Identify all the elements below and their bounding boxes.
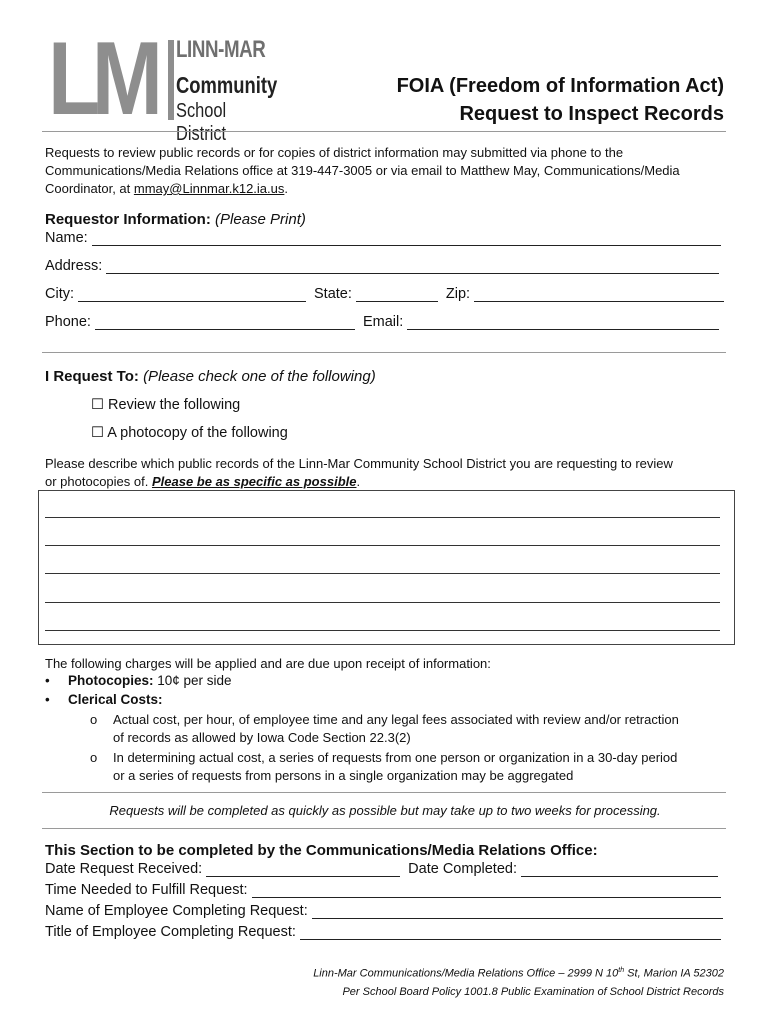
bullet: • — [45, 673, 50, 688]
subbullet: o — [90, 750, 98, 765]
describe-text: or photocopies of. — [45, 474, 152, 489]
logo-divider — [168, 40, 174, 120]
requestor-heading-text: Requestor Information: — [45, 211, 211, 228]
photocopies-item — [45, 673, 232, 688]
intro-text-end: . — [284, 181, 288, 196]
phone-field[interactable] — [95, 315, 355, 330]
address-field[interactable] — [106, 259, 719, 274]
clerical-label: Clerical Costs: — [68, 692, 163, 707]
describe-line-2 — [45, 473, 673, 491]
option-photocopy[interactable] — [91, 425, 288, 441]
zip-field[interactable] — [474, 287, 724, 302]
zip-label: Zip: — [445, 286, 471, 302]
city-state-zip-row — [45, 286, 724, 302]
checkbox-icon[interactable]: ☐ — [91, 397, 104, 413]
footer-sup: th — [618, 967, 625, 974]
completed-field[interactable] — [521, 862, 718, 877]
clerical-sub-2-line-2: or a series of requests from persons in a single organization may be aggregated — [113, 768, 574, 783]
write-line — [45, 545, 720, 546]
district-logo — [48, 21, 293, 145]
employee-title-label: Title of Employee Completing Request: — [45, 924, 296, 940]
clerical-sub-1 — [90, 711, 679, 747]
logo-line-3: School District — [176, 100, 227, 145]
records-description-box[interactable] — [38, 490, 735, 645]
state-field[interactable] — [356, 287, 438, 302]
form-title-line-2: Request to Inspect Records — [459, 103, 724, 125]
divider — [42, 828, 726, 829]
employee-name-label: Name of Employee Completing Request: — [45, 903, 308, 919]
time-label: Time Needed to Fulfill Request: — [45, 882, 248, 898]
footer-text: Linn-Mar Communications/Media Relations Office – 2999 N 10 — [313, 967, 619, 980]
address-label: Address: — [45, 258, 103, 274]
phone-label: Phone: — [45, 314, 91, 330]
time-row — [45, 882, 721, 898]
city-field[interactable] — [78, 287, 306, 302]
intro-line-2: Communications/Media Relations office at 319-447-3005 or via email to Matthew May, Communications/Media — [45, 163, 680, 178]
intro-line-3 — [45, 180, 680, 198]
photocopies-value: 10¢ per side — [153, 673, 232, 688]
phone-email-row — [45, 314, 719, 330]
charges-intro: The following charges will be applied and are due upon receipt of information: — [45, 656, 491, 671]
divider — [42, 792, 726, 793]
footer-line-1 — [313, 962, 724, 983]
city-label: City: — [45, 286, 74, 302]
footer-line-2: Per School Board Policy 1001.8 Public Examination of School District Records — [342, 985, 724, 998]
completed-label: Date Completed: — [408, 861, 517, 877]
name-field[interactable] — [92, 231, 721, 246]
request-heading-note: (Please check one of the following) — [143, 368, 376, 385]
logo-line-1: LINN-MAR — [176, 36, 266, 63]
employee-title-field[interactable] — [300, 925, 721, 940]
email-link[interactable]: mmay@Linnmar.k12.ia.us — [133, 181, 285, 196]
request-heading — [45, 368, 376, 385]
received-label: Date Request Received: — [45, 861, 203, 877]
subbullet: o — [90, 712, 98, 727]
write-line — [45, 602, 720, 603]
clerical-sub-1-line-2: of records as allowed by Iowa Code Section 22.3(2) — [113, 730, 411, 745]
employee-name-row — [45, 903, 723, 919]
write-line — [45, 573, 720, 574]
describe-paragraph — [45, 455, 673, 491]
received-field[interactable] — [206, 862, 400, 877]
employee-title-row — [45, 924, 721, 940]
requestor-heading — [45, 211, 306, 228]
request-heading-text: I Request To: — [45, 368, 139, 385]
clerical-sub-1-line-1: Actual cost, per hour, of employee time and any legal fees associated with review and/or retraction — [113, 712, 679, 727]
option-review-label: Review the following — [108, 397, 241, 413]
name-label: Name: — [45, 230, 88, 246]
processing-notice: Requests will be completed as quickly as possible but may take up to two weeks for processing. — [109, 803, 661, 818]
clerical-sub-2 — [90, 749, 677, 785]
intro-text: Coordinator, at — [45, 181, 134, 196]
intro-paragraph — [45, 144, 680, 198]
divider — [42, 131, 726, 132]
footer — [313, 962, 724, 1001]
describe-emphasis: Please be as specific as possible — [151, 474, 357, 489]
requestor-heading-note: (Please Print) — [215, 211, 306, 228]
form-title — [397, 72, 724, 128]
state-label: State: — [314, 286, 352, 302]
clerical-sub-2-line-1: In determining actual cost, a series of requests from one person or organization in a 30-day period — [113, 750, 678, 765]
write-line — [45, 630, 720, 631]
footer-text-end: St, Marion IA 52302 — [624, 967, 724, 980]
form-title-line-1: FOIA (Freedom of Information Act) — [396, 75, 724, 97]
checkbox-icon[interactable]: ☐ — [91, 425, 104, 441]
option-photocopy-label: A photocopy of the following — [107, 425, 288, 441]
clerical-item — [45, 692, 163, 707]
describe-line-1: Please describe which public records of the Linn-Mar Community School District you are requesting to review — [45, 456, 673, 471]
logo-line-2: Community — [176, 72, 278, 98]
address-row — [45, 258, 719, 274]
dates-row — [45, 861, 718, 877]
email-label: Email: — [362, 314, 404, 330]
bullet: • — [45, 692, 50, 707]
email-field[interactable] — [407, 315, 719, 330]
divider — [42, 352, 726, 353]
office-heading: This Section to be completed by the Communications/Media Relations Office: — [45, 842, 598, 859]
time-field[interactable] — [252, 883, 721, 898]
intro-line-1: Requests to review public records or for copies of district information may submitted via phone to the — [45, 145, 624, 160]
describe-text-end: . — [356, 474, 361, 489]
name-row — [45, 230, 721, 246]
logo-mark: LM — [48, 21, 155, 137]
photocopies-label: Photocopies: — [68, 673, 154, 688]
option-review[interactable] — [91, 397, 240, 413]
employee-name-field[interactable] — [312, 904, 723, 919]
write-line — [45, 517, 720, 518]
